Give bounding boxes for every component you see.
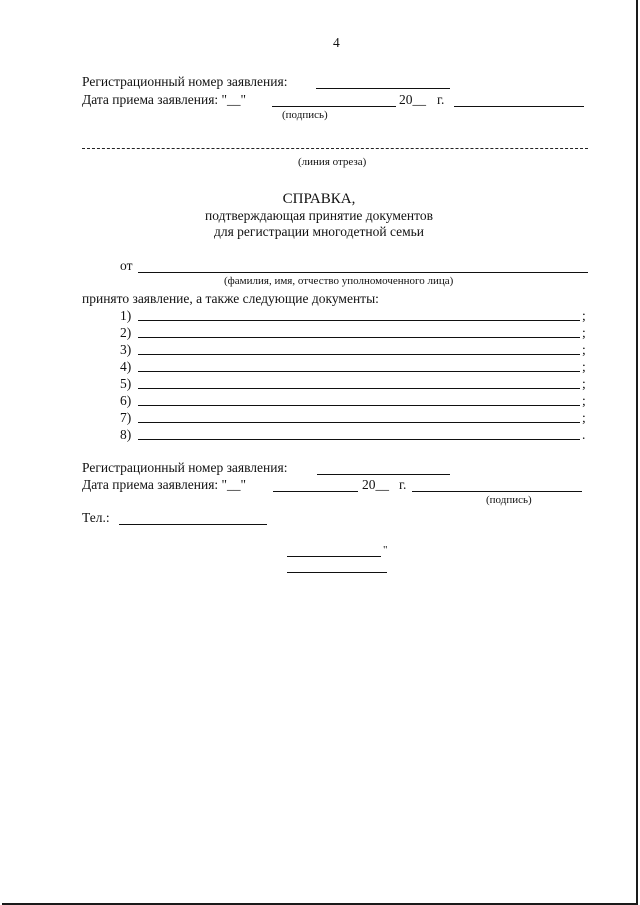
bottom-signature-caption: (подпись) [486, 494, 532, 506]
top-date-label: Дата приема заявления: "__" [82, 92, 247, 107]
closing-line-1 [287, 556, 381, 557]
document-end-mark: ; [582, 342, 586, 357]
document-end-mark: ; [582, 410, 586, 425]
cut-line [82, 148, 588, 149]
document-page [2, 0, 638, 905]
document-number: 4) [120, 359, 132, 374]
document-field[interactable] [138, 371, 580, 372]
closing-line-2 [287, 572, 387, 573]
certificate-subtitle-line1: подтверждающая принятие документов [205, 208, 433, 223]
from-caption: (фамилия, имя, отчество уполномоченного лица) [224, 275, 454, 287]
bottom-year-suffix: г. [399, 477, 407, 492]
phone-label: Тел.: [82, 510, 110, 525]
top-signature-field[interactable] [454, 106, 584, 107]
document-field[interactable] [138, 320, 580, 321]
from-name-field[interactable] [138, 272, 588, 273]
page-number: 4 [333, 35, 340, 50]
certificate-title: СПРАВКА, [282, 191, 356, 207]
document-number: 1) [120, 308, 132, 323]
document-end-mark: ; [582, 308, 586, 323]
top-date-month-field[interactable] [272, 106, 396, 107]
document-number: 6) [120, 393, 132, 408]
document-end-mark: ; [582, 359, 586, 374]
document-field[interactable] [138, 422, 580, 423]
top-reg-number-label: Регистрационный номер заявления: [82, 74, 288, 89]
document-end-mark: ; [582, 393, 586, 408]
document-number: 5) [120, 376, 132, 391]
certificate-subtitle-line2: для регистрации многодетной семьи [213, 224, 425, 239]
top-reg-number-field[interactable] [316, 88, 450, 89]
bottom-date-month-field[interactable] [273, 491, 358, 492]
phone-field[interactable] [119, 524, 267, 525]
bottom-reg-number-field[interactable] [317, 474, 450, 475]
document-number: 3) [120, 342, 132, 357]
bottom-reg-number-label: Регистрационный номер заявления: [82, 460, 288, 475]
document-end-mark: ; [582, 325, 586, 340]
from-label: от [120, 258, 133, 273]
top-year-prefix: 20__ [399, 92, 426, 107]
document-number: 2) [120, 325, 132, 340]
document-end-mark: ; [582, 376, 586, 391]
top-signature-caption: (подпись) [282, 109, 328, 121]
document-number: 8) [120, 427, 132, 442]
bottom-signature-field[interactable] [412, 491, 582, 492]
document-end-mark: . [582, 427, 586, 442]
document-field[interactable] [138, 337, 580, 338]
bottom-year-prefix: 20__ [362, 477, 389, 492]
document-number: 7) [120, 410, 132, 425]
document-field[interactable] [138, 388, 580, 389]
top-year-suffix: г. [437, 92, 445, 107]
document-field[interactable] [138, 439, 580, 440]
accepted-text: принято заявление, а также следующие документы: [82, 291, 379, 306]
bottom-date-label: Дата приема заявления: "__" [82, 477, 247, 492]
document-field[interactable] [138, 405, 580, 406]
document-field[interactable] [138, 354, 580, 355]
closing-quote: " [383, 544, 388, 556]
cut-line-caption: (линия отреза) [298, 156, 367, 168]
